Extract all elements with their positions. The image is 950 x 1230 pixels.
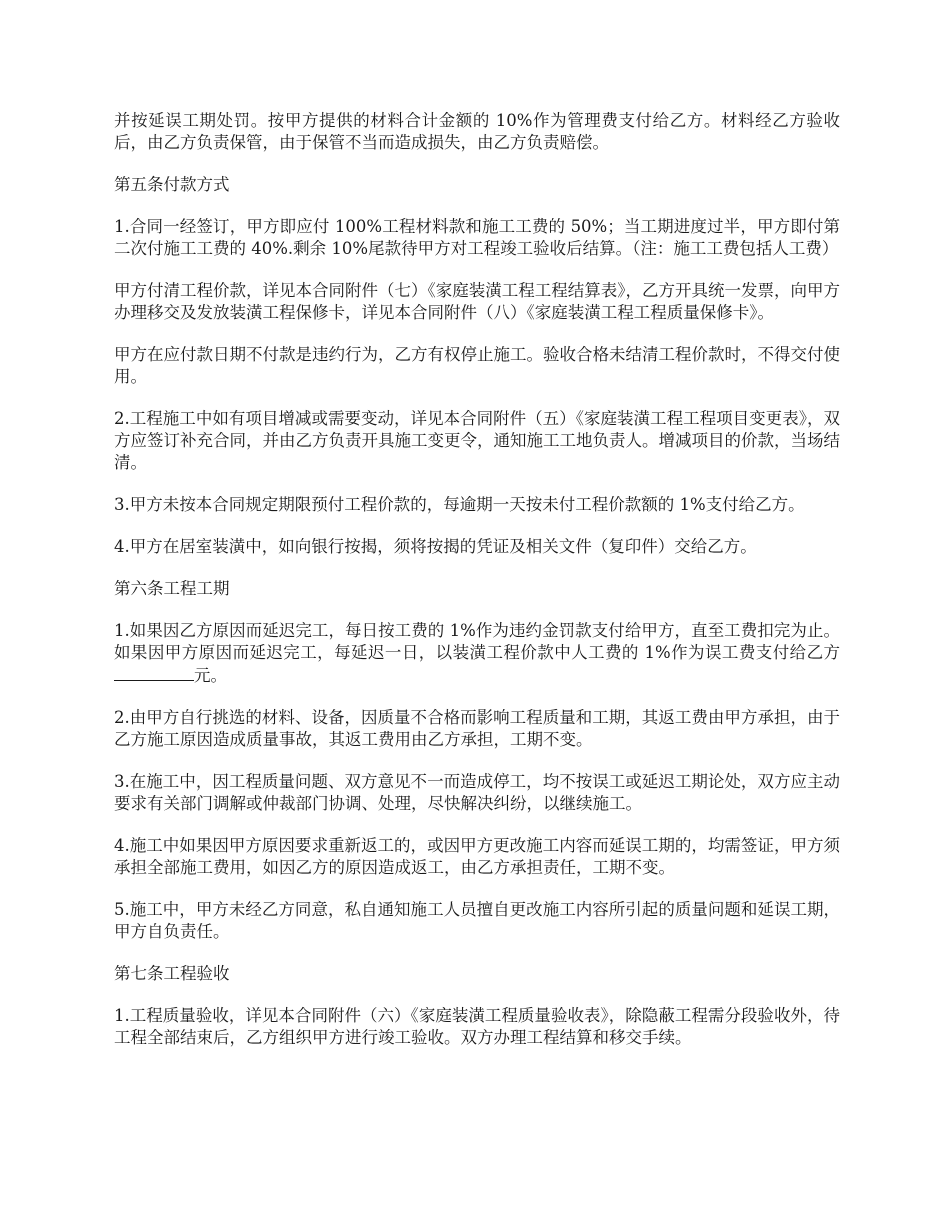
delay-penalty-unit: 元。 [194,666,227,685]
delay-penalty-text: 1.如果因乙方原因而延迟完工，每日按工费的 1%作为违约金罚款支付给甲方，直至工费扣完为止。如果因甲方原因而延迟完工，每延迟一日，以装潢工程价款中人工费的 1%作为误工费支付给乙方 [114,621,840,662]
paragraph-quality-acceptance: 1.工程质量验收，详见本合同附件（六）《家庭装潢工程质量验收表》，除隐蔽工程需分段验收外，待工程全部结束后，乙方组织甲方进行竣工验收。双方办理工程结算和移交手续。 [114,1006,840,1047]
paragraph-rework: 4.施工中如果因甲方原因要求重新返工的，或因甲方更改施工内容而延误工期的，均需签证，甲方须承担全部施工费用，如因乙方的原因造成返工，由乙方承担责任，工期不变。 [114,836,840,877]
paragraph-material-quality: 2.由甲方自行挑选的材料、设备，因质量不合格而影响工程质量和工期，其返工费由甲方承担，由于乙方施工原因造成质量事故，其返工费用由乙方承担，工期不变。 [114,708,840,749]
section-heading-article-6: 第六条工程工期 [114,579,230,598]
paragraph-penalty-management-fee: 并按延误工期处罚。按甲方提供的材料合计金额的 10%作为管理费支付给乙方。材料经乙方验收后，由乙方负责保管，由于保管不当而造成损失，由乙方负责赔偿。 [114,111,840,152]
paragraph-unauthorized-changes: 5.施工中，甲方未经乙方同意，私自通知施工人员擅自更改施工内容所引起的质量问题和延误工期，甲方自负责任。 [114,900,840,941]
paragraph-mortgage: 4.甲方在居室装潢中，如向银行按揭，须将按揭的凭证及相关文件（复印件）交给乙方。 [114,537,757,556]
paragraph-final-settlement: 甲方付清工程价款，详见本合同附件（七）《家庭装潢工程工程结算表》，乙方开具统一发票，向甲方办理移交及发放装潢工程保修卡，详见本合同附件（八）《家庭装潢工程工程质量保修卡》。 [114,281,840,322]
paragraph-delay-penalty [114,620,840,687]
paragraph-overdue-penalty: 3.甲方未按本合同规定期限预付工程价款的，每逾期一天按未付工程价款额的 1%支付给乙方。 [114,495,805,514]
amount-blank-field [114,664,194,681]
section-heading-article-5: 第五条付款方式 [114,175,230,194]
document-body [114,110,840,1069]
paragraph-payment-schedule: 1.合同一经签订，甲方即应付 100%工程材料款和施工工费的 50%；当工期进度过半，甲方即付第二次付施工工费的 40%.剩余 10%尾款待甲方对工程竣工验收后结算。（注：施工工费包括人工费） [114,217,840,258]
paragraph-work-stoppage: 3.在施工中，因工程质量问题、双方意见不一而造成停工，均不按误工或延迟工期论处，双方应主动要求有关部门调解或仲裁部门协调、处理，尽快解决纠纷，以继续施工。 [114,772,840,813]
paragraph-late-payment: 甲方在应付款日期不付款是违约行为，乙方有权停止施工。验收合格未结清工程价款时，不得交付使用。 [114,345,840,386]
section-heading-article-7: 第七条工程验收 [114,964,230,983]
paragraph-project-changes: 2.工程施工中如有项目增减或需要变动，详见本合同附件（五）《家庭装潢工程工程项目变更表》，双方应签订补充合同，并由乙方负责开具施工变更令，通知施工工地负责人。增减项目的价款，当场结清。 [114,409,840,472]
